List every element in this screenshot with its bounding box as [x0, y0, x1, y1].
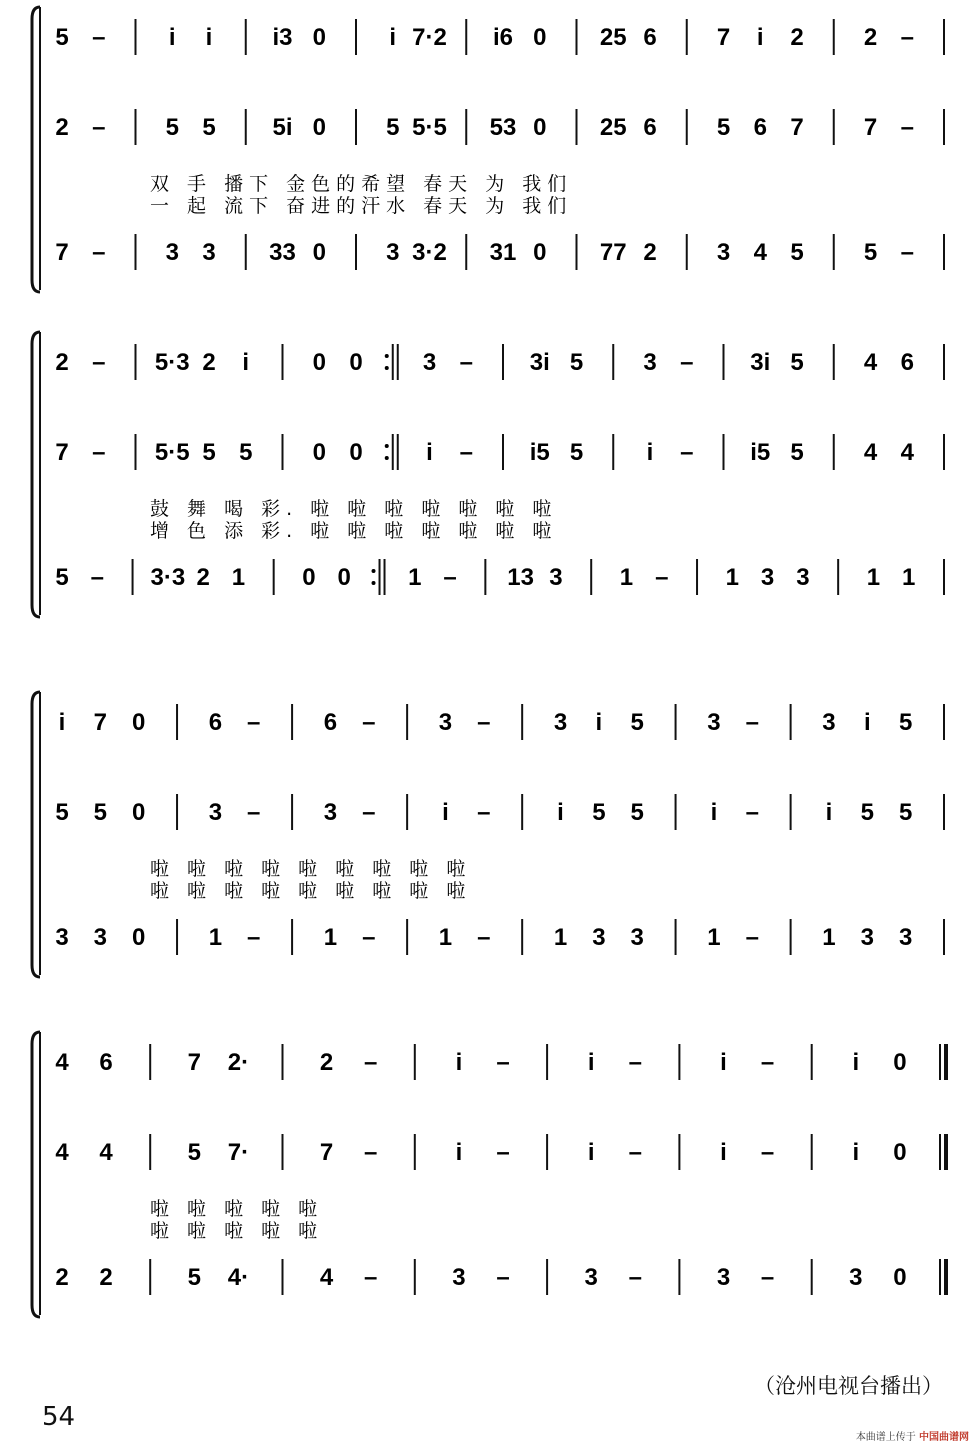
note: 2 — [790, 24, 804, 51]
note: 6 — [323, 709, 338, 736]
note: 0 — [533, 239, 547, 266]
note: 3 — [760, 564, 775, 591]
note: 1 — [866, 564, 881, 591]
note: 5·5 — [412, 114, 447, 141]
note: i — [242, 349, 250, 376]
repeat-dot — [385, 444, 389, 448]
note: i5 — [529, 439, 550, 466]
note: 6 — [753, 114, 767, 141]
note: 7 — [790, 114, 804, 141]
note: 5 — [592, 799, 606, 826]
note: 5 — [630, 799, 644, 826]
note: – — [628, 1264, 642, 1291]
note: 6 — [643, 114, 657, 141]
note: i — [426, 439, 433, 466]
note: 5 — [187, 1139, 201, 1166]
lyric-line: 啦 啦 啦 啦 啦 — [150, 1220, 324, 1242]
note: 0 — [312, 239, 326, 266]
note: 6 — [208, 709, 223, 736]
note: 3·2 — [412, 239, 447, 266]
note: 2 — [99, 1264, 113, 1291]
note: 3 — [592, 924, 606, 951]
note: 0 — [337, 564, 351, 591]
lyric-line: 增 色 添 彩. 啦 啦 啦 啦 啦 啦 啦 — [150, 520, 558, 542]
note: 0 — [893, 1049, 907, 1076]
note: 5 — [860, 799, 874, 826]
note: 5 — [187, 1264, 201, 1291]
note: 6 — [900, 349, 914, 376]
note: 5 — [55, 564, 69, 591]
note: i — [720, 1139, 727, 1166]
note: – — [496, 1264, 510, 1291]
note: 0 — [312, 349, 326, 376]
note: 0 — [893, 1264, 907, 1291]
note: 33 — [269, 239, 296, 266]
note: 5 — [863, 239, 878, 266]
note: 5 — [569, 439, 584, 466]
watermark-prefix: 本曲谱上传于 — [855, 1432, 916, 1443]
repeat-dot — [385, 366, 389, 370]
note: 3 — [898, 924, 913, 951]
note: 2 — [55, 349, 69, 376]
note: i — [455, 1139, 463, 1166]
note: 5 — [55, 24, 69, 51]
watermark — [856, 1428, 969, 1443]
note: 3 — [553, 709, 568, 736]
note: 5 — [93, 799, 108, 826]
note: 5i — [272, 114, 293, 141]
note: – — [459, 439, 473, 466]
note: – — [628, 1139, 642, 1166]
system-bracket — [32, 7, 40, 292]
note: – — [477, 924, 491, 951]
note: i — [852, 1139, 860, 1166]
note: – — [362, 924, 376, 951]
note: – — [364, 1139, 378, 1166]
note: 0 — [302, 564, 316, 591]
note: 0 — [349, 349, 363, 376]
note: 1 — [408, 564, 422, 591]
note: 3 — [323, 799, 338, 826]
note: 5·5 — [154, 439, 190, 466]
note: 4 — [900, 439, 914, 466]
note: 3 — [452, 1264, 466, 1291]
note: 5 — [239, 439, 253, 466]
note: – — [496, 1049, 510, 1076]
note: 4 — [863, 439, 878, 466]
note: i — [710, 799, 718, 826]
note: 1 — [553, 924, 568, 951]
note: 2 — [55, 1264, 69, 1291]
lyric-line: 双 手 播下 金色的希望 春天 为 我们 — [150, 173, 573, 195]
note: 13 — [507, 564, 534, 591]
note: – — [477, 709, 491, 736]
note: 3 — [93, 924, 108, 951]
note: i — [587, 1139, 595, 1166]
note: 4 — [55, 1139, 69, 1166]
page-number: 54 — [42, 1402, 76, 1432]
note: 3 — [549, 564, 563, 591]
note: 6 — [643, 24, 657, 51]
note: 3 — [716, 239, 731, 266]
note: 3 — [208, 799, 223, 826]
lyric-line: 啦 啦 啦 啦 啦 啦 啦 啦 啦 — [150, 858, 472, 880]
note: – — [443, 564, 457, 591]
note: 1 — [902, 564, 916, 591]
note: 2 — [55, 114, 69, 141]
note: 2· — [227, 1049, 250, 1076]
note: 1 — [208, 924, 223, 951]
note: i — [389, 24, 397, 51]
note: 5 — [569, 349, 584, 376]
note: 1 — [619, 564, 634, 591]
note: 5·3 — [154, 349, 190, 376]
note: i3 — [272, 24, 293, 51]
note: 3i — [529, 349, 550, 376]
note: 4 — [99, 1139, 113, 1166]
note: 3 — [822, 709, 836, 736]
note: – — [92, 114, 106, 141]
note: 7 — [55, 439, 69, 466]
note: 3 — [438, 709, 453, 736]
note: 5 — [202, 439, 216, 466]
note: i — [720, 1049, 727, 1076]
note: 7· — [227, 1139, 250, 1166]
note: 31 — [489, 239, 517, 266]
note: – — [92, 239, 106, 266]
note: 0 — [533, 114, 547, 141]
note: 5 — [202, 114, 216, 141]
note: 6 — [99, 1049, 113, 1076]
note: 3 — [165, 239, 179, 266]
note: 7 — [55, 239, 69, 266]
note: 0 — [132, 799, 146, 826]
note: 2 — [196, 564, 210, 591]
note: – — [362, 709, 376, 736]
note: 53 — [489, 114, 517, 141]
lyric-line: 啦 啦 啦 啦 啦 啦 啦 啦 啦 — [150, 880, 472, 902]
note: 3 — [202, 239, 216, 266]
system-bracket — [32, 332, 40, 617]
system-bracket — [32, 692, 40, 977]
note: i — [825, 799, 833, 826]
note: – — [90, 564, 104, 591]
note: 4 — [753, 239, 767, 266]
note: – — [745, 709, 759, 736]
note: 2 — [319, 1049, 334, 1076]
note: 2 — [863, 24, 878, 51]
note: 5 — [790, 239, 804, 266]
note: 4· — [227, 1264, 250, 1291]
note: – — [496, 1139, 510, 1166]
note: 5 — [898, 709, 913, 736]
note: i — [756, 24, 764, 51]
note: 5 — [630, 709, 644, 736]
note: – — [247, 924, 261, 951]
note: 3 — [716, 1264, 731, 1291]
note: i5 — [750, 439, 771, 466]
note: 5 — [386, 114, 400, 141]
note: 3 — [707, 709, 721, 736]
note: – — [760, 1049, 775, 1076]
repeat-dot — [385, 456, 389, 460]
repeat-dot — [372, 569, 376, 573]
note: 5 — [898, 799, 913, 826]
lyric-line: 一 起 流下 奋进的汗水 春天 为 我们 — [150, 195, 573, 217]
repeat-dot — [385, 354, 389, 358]
note: – — [459, 349, 473, 376]
lyric-line: 啦 啦 啦 啦 啦 — [150, 1198, 324, 1220]
note: 4 — [863, 349, 878, 376]
note: 7 — [716, 24, 731, 51]
note: 3 — [860, 924, 874, 951]
note: – — [745, 924, 759, 951]
note: 0 — [533, 24, 547, 51]
repeat-dot — [372, 581, 376, 585]
note: 3i — [750, 349, 771, 376]
note: – — [364, 1049, 378, 1076]
note: i — [863, 709, 871, 736]
note: 3 — [849, 1264, 863, 1291]
lyric-line: 鼓 舞 喝 彩. 啦 啦 啦 啦 啦 啦 啦 — [150, 498, 558, 520]
note: 0 — [349, 439, 363, 466]
watermark-site-logo: 中国曲谱网 — [919, 1432, 969, 1443]
note: – — [900, 24, 914, 51]
broadcast-credit: （沧州电视台播出） — [754, 1374, 943, 1398]
note: 1 — [822, 924, 836, 951]
note: – — [655, 564, 669, 591]
note: 3 — [386, 239, 400, 266]
note: i — [646, 439, 654, 466]
note: 0 — [132, 709, 146, 736]
note: 1 — [231, 564, 246, 591]
note: 2 — [202, 349, 216, 376]
note: – — [680, 439, 694, 466]
note: 0 — [312, 114, 326, 141]
note: – — [92, 439, 106, 466]
system-bracket — [32, 1032, 40, 1317]
note: 7 — [93, 709, 108, 736]
note: 25 — [599, 114, 627, 141]
note: 5 — [790, 349, 804, 376]
note: 77 — [599, 239, 627, 266]
note: 3·3 — [150, 564, 186, 591]
note: – — [760, 1264, 775, 1291]
note: – — [760, 1139, 775, 1166]
note: 7·2 — [412, 24, 447, 51]
note: i6 — [492, 24, 514, 51]
note: 3 — [796, 564, 810, 591]
note: 0 — [132, 924, 146, 951]
note: i — [852, 1049, 860, 1076]
note: i — [455, 1049, 463, 1076]
note: – — [92, 349, 106, 376]
note: – — [364, 1264, 378, 1291]
note: – — [247, 799, 261, 826]
note: – — [92, 24, 106, 51]
note: 1 — [725, 564, 739, 591]
note: 4 — [55, 1049, 69, 1076]
note: 7 — [319, 1139, 334, 1166]
note: 7 — [863, 114, 878, 141]
note: i — [595, 709, 603, 736]
note: i — [205, 24, 213, 51]
note: 0 — [312, 24, 326, 51]
note: – — [745, 799, 759, 826]
note: 7 — [187, 1049, 201, 1076]
note: 1 — [323, 924, 338, 951]
note: 5 — [716, 114, 731, 141]
note: 5 — [790, 439, 804, 466]
note: 3 — [584, 1264, 598, 1291]
note: 1 — [438, 924, 453, 951]
note: – — [680, 349, 694, 376]
note: i — [58, 709, 66, 736]
note: 25 — [599, 24, 627, 51]
note: 3 — [422, 349, 437, 376]
note: 4 — [319, 1264, 334, 1291]
note: 3 — [55, 924, 69, 951]
note: i — [168, 24, 176, 51]
note: – — [900, 114, 914, 141]
note: 0 — [312, 439, 326, 466]
note: i — [442, 799, 449, 826]
note: – — [247, 709, 261, 736]
note: 5 — [55, 799, 69, 826]
note: – — [362, 799, 376, 826]
note: 5 — [165, 114, 179, 141]
note: 0 — [893, 1139, 907, 1166]
note: – — [628, 1049, 642, 1076]
note: 1 — [707, 924, 721, 951]
note: i — [557, 799, 564, 826]
note: – — [477, 799, 491, 826]
note: i — [587, 1049, 595, 1076]
note: 3 — [630, 924, 644, 951]
note: 2 — [643, 239, 657, 266]
note: – — [900, 239, 914, 266]
note: 3 — [643, 349, 657, 376]
